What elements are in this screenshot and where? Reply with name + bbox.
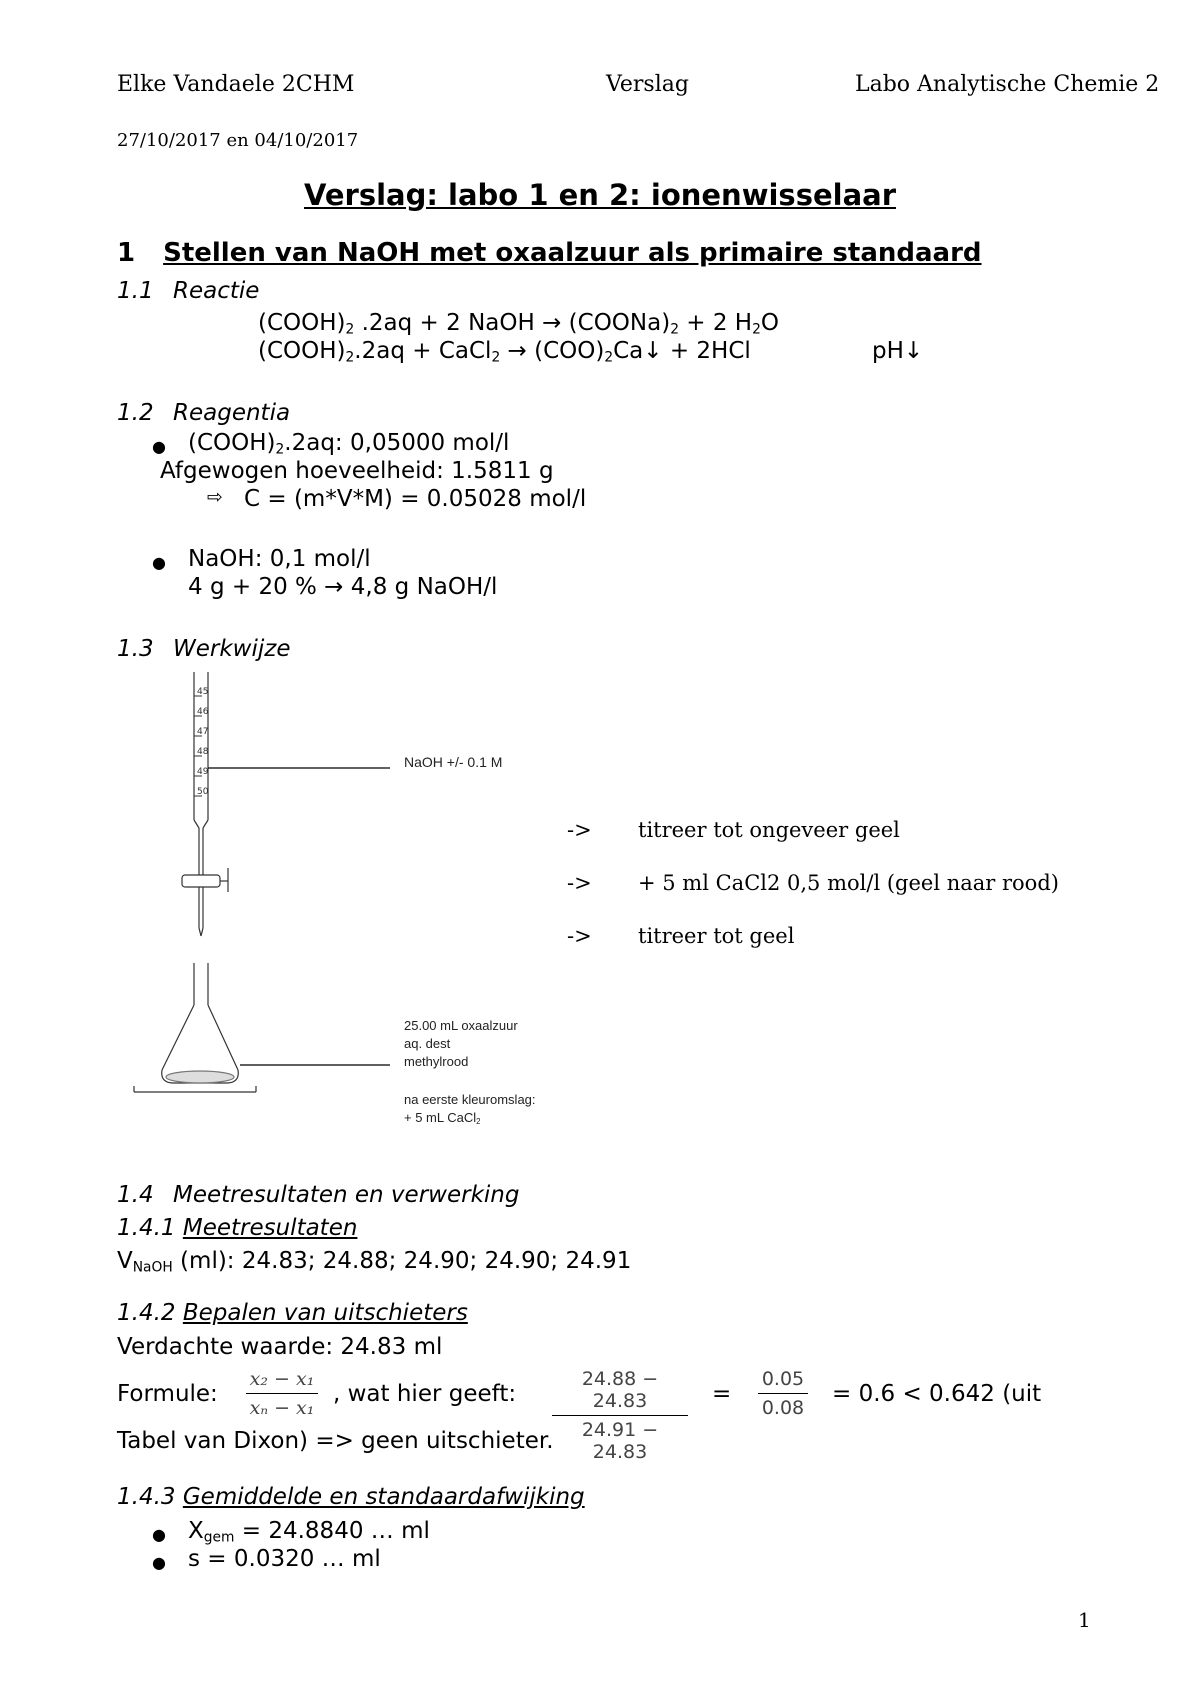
naoh-preparation: 4 g + 20 % → 4,8 g NaOH/l: [188, 574, 498, 600]
reaction-part: → (COO): [500, 338, 605, 364]
bullet-icon: ●: [152, 1553, 166, 1572]
step-text: titreer tot geel: [638, 924, 795, 948]
reaction-equation-1: [258, 310, 779, 336]
mean-symbol: X: [188, 1518, 204, 1544]
fraction-numerator: 24.88 − 24.83: [581, 1368, 659, 1412]
reagent-oxalic-acid: [188, 430, 509, 456]
subsection-1-4-3-heading: [117, 1484, 585, 1510]
subsection-number: 1.2: [117, 400, 154, 426]
subscript: 2: [476, 1116, 481, 1126]
burette-tick-label: 49: [197, 767, 209, 777]
step-arrow: ->: [567, 818, 592, 842]
dixon-conclusion: Tabel van Dixon) => geen uitschieter.: [117, 1428, 554, 1454]
reaction-part: .2aq + 2 NaOH → (COONa): [354, 310, 671, 336]
fraction-bar: [758, 1393, 808, 1394]
subscript: gem: [203, 1529, 235, 1546]
fraction-denominator: 24.91 − 24.83: [581, 1419, 659, 1463]
formula-label: Formule:: [117, 1381, 218, 1407]
bullet-icon: ●: [152, 437, 166, 456]
subscript: 2: [345, 349, 355, 366]
reaction-equation-2: [258, 338, 751, 364]
fraction-numerator: 0.05: [761, 1368, 805, 1390]
dixon-formula-fraction: [246, 1368, 318, 1419]
reaction-part: .2aq + CaCl: [354, 338, 492, 364]
section-title: Stellen van NaOH met oxaalzuur als primaire standaard: [163, 238, 982, 268]
subsection-title: Werkwijze: [173, 636, 291, 662]
step-text: + 5 ml CaCl2 0,5 mol/l (geel naar rood): [638, 871, 1059, 895]
subsection-1-4-heading: [117, 1182, 519, 1208]
reagent-naoh: NaOH: 0,1 mol/l: [188, 546, 371, 572]
subsection-number: 1.4.1: [117, 1215, 183, 1241]
subscript: 2: [275, 441, 285, 458]
fraction-numerator: x₂ − x₁: [249, 1368, 315, 1390]
label-part: + 5 mL CaCl: [404, 1110, 477, 1125]
subsection-1-3-heading: [117, 636, 290, 662]
subscript: 2: [604, 349, 614, 366]
step-text: titreer tot ongeveer geel: [638, 818, 900, 842]
concentration-calc: C = (m*V*M) = 0.05028 mol/l: [244, 486, 587, 512]
bullet-icon: ●: [152, 553, 166, 572]
subsection-number: 1.4.2: [117, 1300, 183, 1326]
after-color-change-label: na eerste kleuromslag:: [404, 1092, 536, 1107]
page-number: 1: [1078, 1608, 1091, 1632]
subscript: 2: [670, 321, 679, 338]
page-title: Verslag: labo 1 en 2: ionenwisselaar: [303, 178, 897, 212]
volume-values: (ml): 24.83; 24.88; 24.90; 24.90; 24.91: [172, 1248, 632, 1274]
reaction-part: (COOH): [258, 338, 346, 364]
burette-tick-label: 46: [197, 707, 209, 717]
subsection-title: Gemiddelde en standaardafwijking: [182, 1484, 585, 1510]
burette-tick-label: 45: [197, 687, 209, 697]
fraction-denominator: 0.08: [761, 1397, 805, 1419]
header-center: Verslag: [606, 72, 689, 97]
reagent-part: (COOH): [188, 430, 276, 456]
stand-base-icon: [134, 1086, 256, 1092]
mean-number: = 24.8840 … ml: [234, 1518, 430, 1544]
subsection-number: 1.4.3: [117, 1484, 183, 1510]
step-arrow: ->: [567, 871, 592, 895]
suspect-value: Verdachte waarde: 24.83 ml: [117, 1334, 443, 1360]
subscript: 2: [752, 321, 761, 338]
measurement-values: [117, 1248, 631, 1274]
reaction-part: Ca↓ + 2HCl: [613, 338, 751, 364]
fraction-bar: [246, 1393, 318, 1394]
equals-sign: =: [712, 1381, 732, 1407]
bullet-icon: ●: [152, 1525, 166, 1544]
naoh-label: NaOH +/- 0.1 M: [404, 754, 503, 770]
subsection-1-1-heading: [117, 278, 259, 304]
subsection-1-4-2-heading: [117, 1300, 468, 1326]
reaction-part: (COOH): [258, 310, 346, 336]
fraction-denominator: xₙ − x₁: [249, 1397, 315, 1419]
subsection-number: 1.3: [117, 636, 154, 662]
header-author: Elke Vandaele 2CHM: [117, 72, 355, 97]
standard-deviation: s = 0.0320 … ml: [188, 1546, 381, 1572]
flask-label-line: methylrood: [404, 1054, 469, 1069]
burette-tick-label: 48: [197, 747, 209, 757]
gives-text: , wat hier geeft:: [333, 1381, 517, 1407]
subsection-number: 1.4: [117, 1182, 154, 1208]
subscript: 2: [491, 349, 501, 366]
weighed-amount: Afgewogen hoeveelheid: 1.5811 g: [160, 458, 554, 484]
mean-value: [188, 1518, 430, 1544]
ph-note: pH↓: [872, 338, 924, 364]
subsection-title: Reactie: [173, 278, 260, 304]
dixon-values-fraction: [552, 1368, 688, 1463]
flask-label-line: 25.00 mL oxaalzuur: [404, 1018, 518, 1033]
subscript: 2: [345, 321, 355, 338]
subsection-1-4-1-heading: [117, 1215, 357, 1241]
fraction-bar: [552, 1415, 688, 1416]
section-number: 1: [117, 238, 136, 268]
subsection-title: Meetresultaten: [182, 1215, 358, 1241]
flask-label-line: aq. dest: [404, 1036, 451, 1051]
dixon-result: = 0.6 < 0.642 (uit: [832, 1381, 1042, 1407]
cacl2-addition-label: [404, 1110, 480, 1125]
implies-arrow-icon: ⇨: [207, 486, 223, 508]
burette-tick-label: 47: [197, 727, 209, 737]
subsection-title: Reagentia: [173, 400, 291, 426]
document-date: 27/10/2017 en 04/10/2017: [117, 130, 359, 151]
subsection-title: Meetresultaten en verwerking: [173, 1182, 520, 1208]
subsection-1-2-heading: [117, 400, 290, 426]
titration-setup-diagram: [120, 670, 570, 1130]
dixon-result-fraction: [758, 1368, 808, 1419]
subscript: NaOH: [132, 1259, 173, 1276]
header-right: Labo Analytische Chemie 2: [855, 72, 1160, 97]
volume-symbol: V: [117, 1248, 133, 1274]
subsection-title: Bepalen van uitschieters: [182, 1300, 468, 1326]
reaction-part: O: [760, 310, 779, 336]
reaction-part: + 2 H: [678, 310, 753, 336]
erlenmeyer-flask-icon: [162, 963, 239, 1083]
subsection-number: 1.1: [117, 278, 154, 304]
step-arrow: ->: [567, 924, 592, 948]
burette-tick-label: 50: [197, 787, 209, 797]
section-1-heading: [117, 238, 982, 268]
reagent-part: .2aq: 0,05000 mol/l: [284, 430, 510, 456]
